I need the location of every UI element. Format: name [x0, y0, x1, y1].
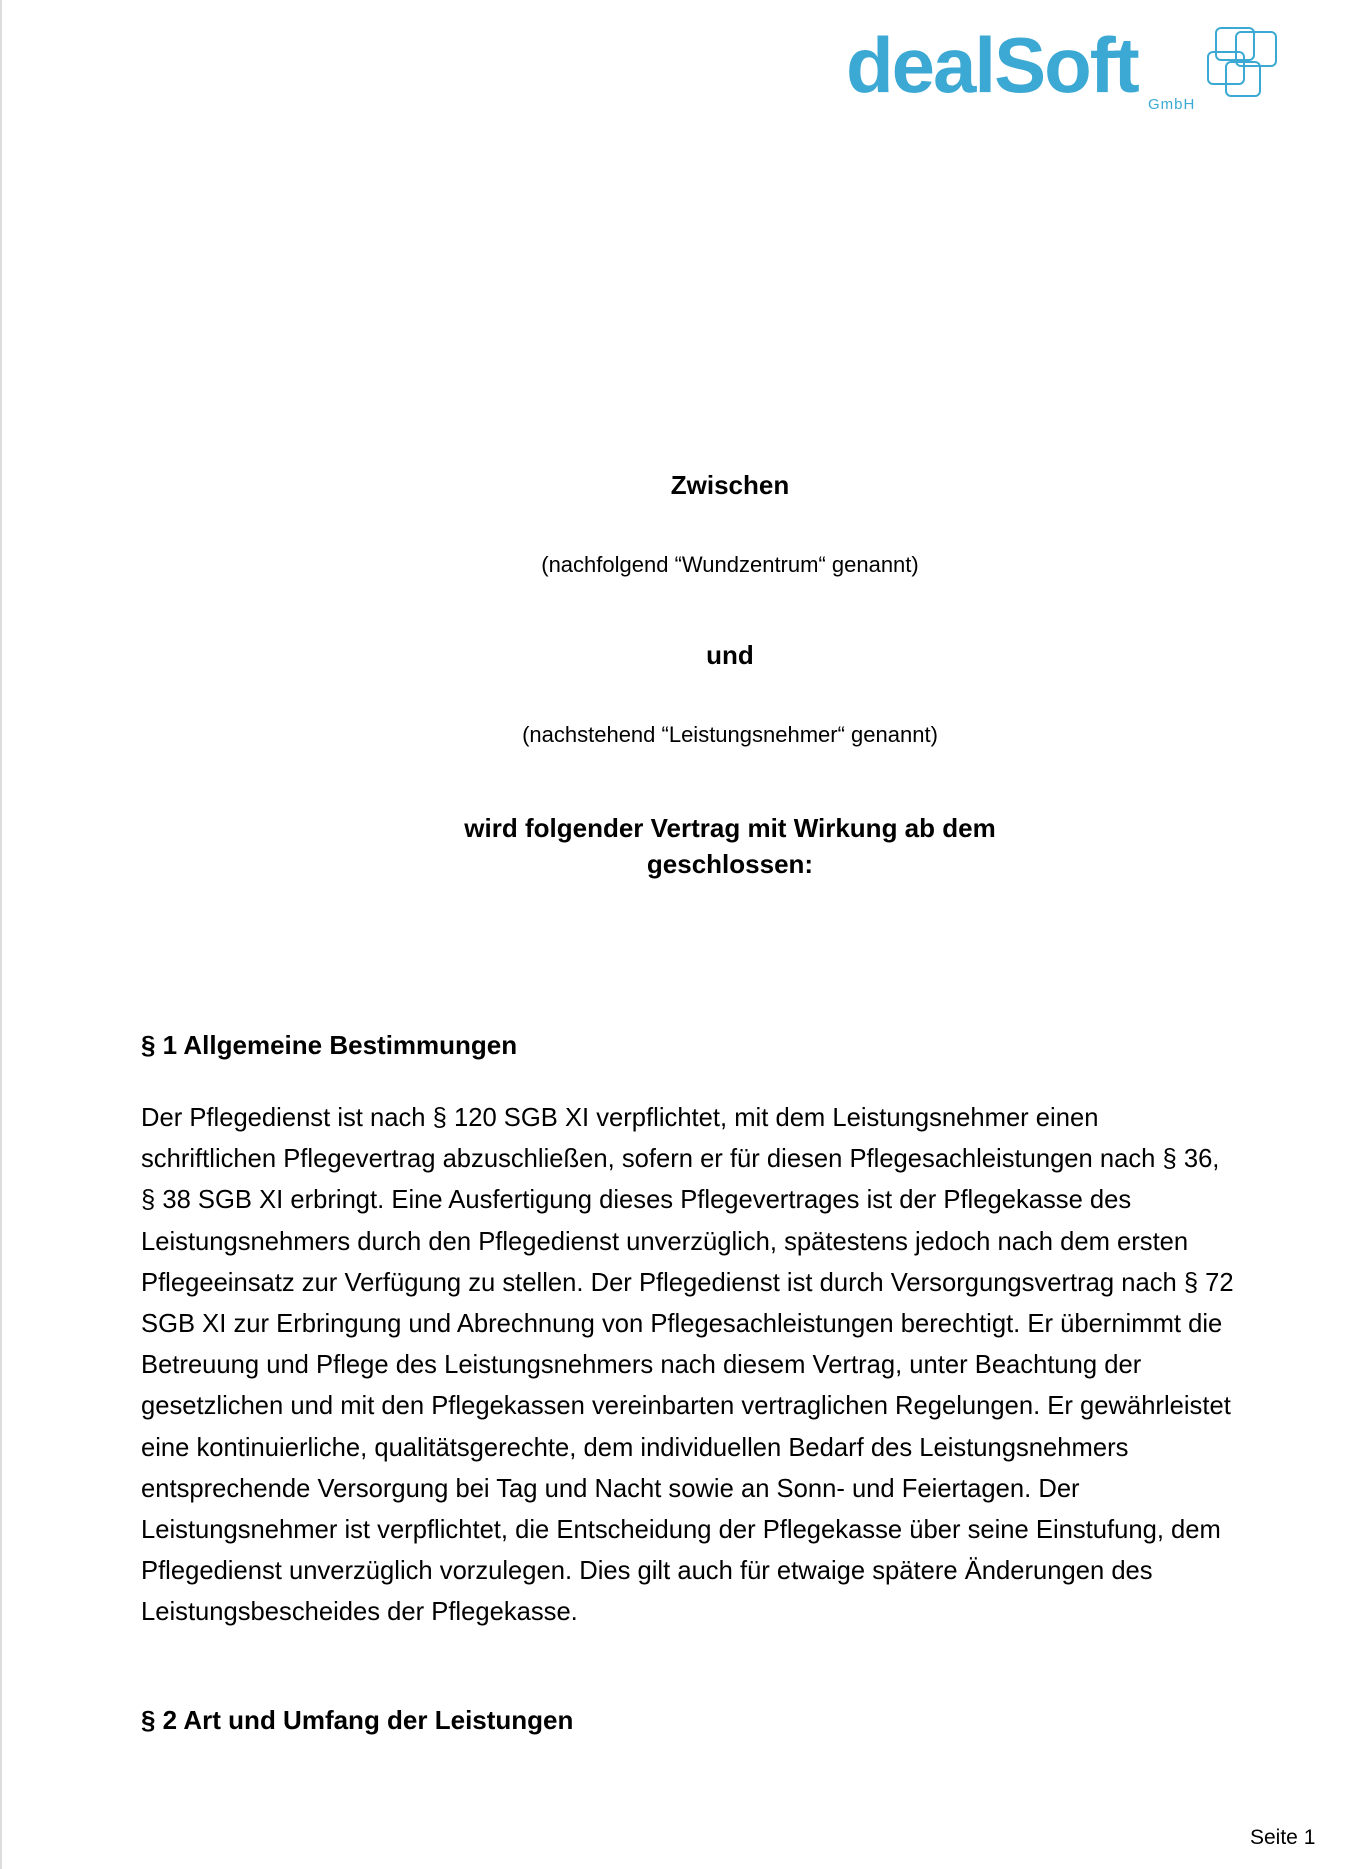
logo-subtitle: GmbH — [1148, 96, 1196, 113]
page-edge — [0, 0, 2, 1869]
agreement-line-1: wird folgender Vertrag mit Wirkung ab dem — [464, 813, 996, 843]
section-1-title: § 1 Allgemeine Bestimmungen — [141, 1030, 518, 1060]
and-heading: und — [706, 640, 754, 670]
party1-note: (nachfolgend “Wundzentrum“ genannt) — [541, 552, 919, 577]
agreement-line-2: geschlossen: — [646, 849, 814, 879]
company-logo — [846, 22, 1286, 122]
page-number: Seite 1 — [1250, 1826, 1316, 1849]
between-heading: Zwischen — [670, 470, 790, 500]
logo-brand-text: dealSoft — [846, 21, 1138, 109]
section-1-body: Der Pflegedienst ist nach § 120 SGB XI verpflichtet, mit dem Leistungsnehmer einen schriftlichen Pflegevertrag abzuschließen, sofern er für diesen Pflegesachleistungen nach § 36, § 38 SGB XI erbringt. Eine Ausfertigung dieses Pflegevertrages ist der Pflegekasse des Leistungsnehmers durch den Pflegedienst unverzüglich, spätestens jedoch nach dem ersten Pflegeeinsatz zur Verfügung zu stellen. Der Pflegedienst ist durch Versorgungsvertrag nach § 72 SGB XI zur Erbringung und Abrechnung von Pflegesachleistungen berechtigt. Er übernimmt die Betreuung und Pflege des Leistungsnehmers nach diesem Vertrag, unter Beachtung der gesetzlichen und mit den Pflegekassen vereinbarten vertraglichen Regelungen. Er gewährleistet eine kontinuierliche, qualitätsgerechte, dem individuellen Bedarf des Leistungsnehmers entsprechende Versorgung bei Tag und Nacht sowie an Sonn- und Feiertagen. Der Leistungsnehmer ist verpflichtet, die Entscheidung der Pflegekasse über seine Einstufung, dem Pflegedienst unverzüglich vorzulegen. Dies gilt auch für etwaige spätere Änderungen des Leistungsbescheides der Pflegekasse. — [141, 1104, 1234, 1627]
section-2-title: § 2 Art und Umfang der Leistungen — [141, 1705, 574, 1735]
agreement-heading — [130, 810, 1330, 882]
logo-squares-icon — [1202, 22, 1282, 112]
party2-note: (nachstehend “Leistungsnehmer“ genannt) — [522, 722, 938, 747]
